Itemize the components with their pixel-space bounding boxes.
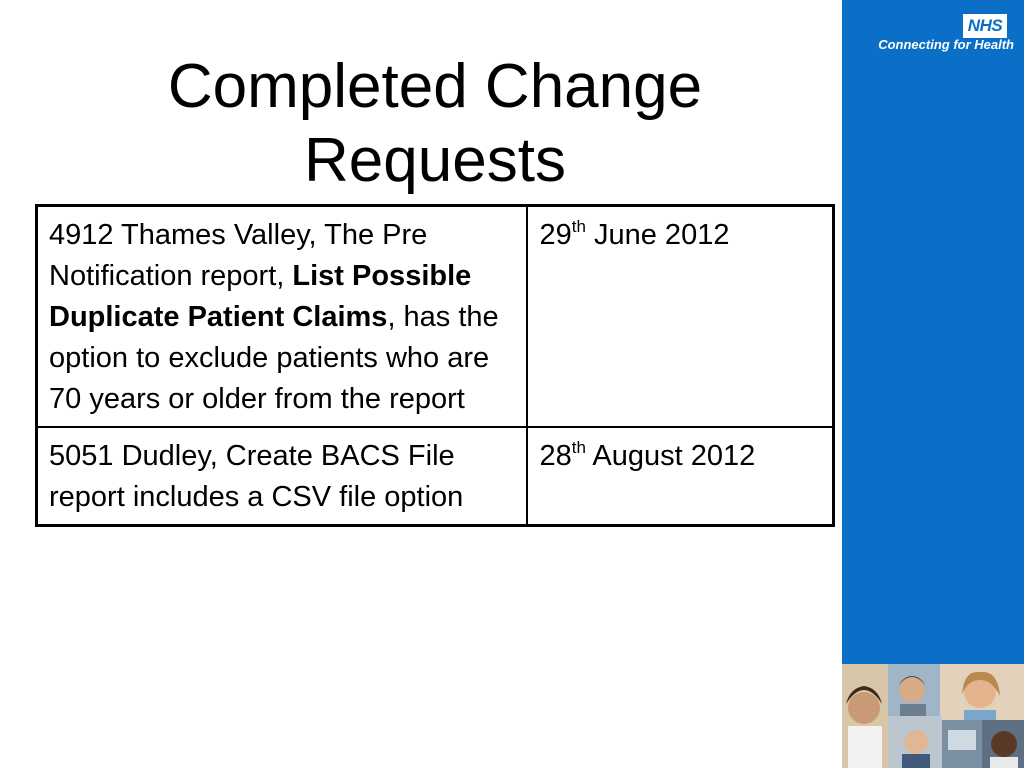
completion-date-cell bbox=[527, 427, 833, 526]
request-description-cell bbox=[37, 206, 528, 428]
brand-side-panel bbox=[842, 0, 1024, 768]
completion-date-cell bbox=[527, 206, 833, 428]
person-clothing bbox=[990, 757, 1018, 768]
person-clothing bbox=[900, 704, 926, 716]
report-name: List Possible Duplicate Patient Claims bbox=[49, 260, 472, 333]
slide-title-line-2: Requests bbox=[304, 126, 566, 195]
table-row bbox=[37, 427, 834, 526]
date-day: 29 bbox=[539, 219, 572, 251]
date-day: 28 bbox=[539, 440, 572, 472]
request-description-continued: , has the option to exclude patients who are 70 years or older from the report bbox=[49, 301, 499, 415]
person-face bbox=[899, 677, 925, 703]
request-description: 4912 Thames Valley, The Pre Notification report, bbox=[49, 219, 428, 292]
date-month-year: August 2012 bbox=[585, 440, 756, 472]
photo-collage-image bbox=[842, 664, 1024, 768]
person-clothing bbox=[902, 754, 930, 768]
request-description-cell bbox=[37, 427, 528, 526]
nhs-tagline: Connecting for Health bbox=[878, 37, 1014, 52]
nhs-logo: NHS bbox=[963, 14, 1007, 38]
slide-title-line-1: Completed Change bbox=[167, 52, 703, 121]
person-face bbox=[904, 730, 928, 754]
person-clothing bbox=[964, 710, 996, 720]
person-face bbox=[991, 731, 1017, 757]
change-requests-table bbox=[35, 204, 835, 527]
table-row bbox=[37, 206, 834, 428]
people-photo-collage-icon bbox=[842, 664, 1024, 768]
person-clothing bbox=[848, 726, 882, 768]
person-face bbox=[848, 692, 880, 724]
date-ordinal-suffix: th bbox=[571, 217, 586, 236]
slide-title bbox=[80, 50, 790, 198]
monitor-screen bbox=[948, 730, 976, 750]
date-ordinal-suffix: th bbox=[571, 438, 586, 457]
request-description: 5051 Dudley, Create BACS File report includes a CSV file option bbox=[49, 440, 464, 513]
date-month-year: June 2012 bbox=[585, 219, 730, 251]
